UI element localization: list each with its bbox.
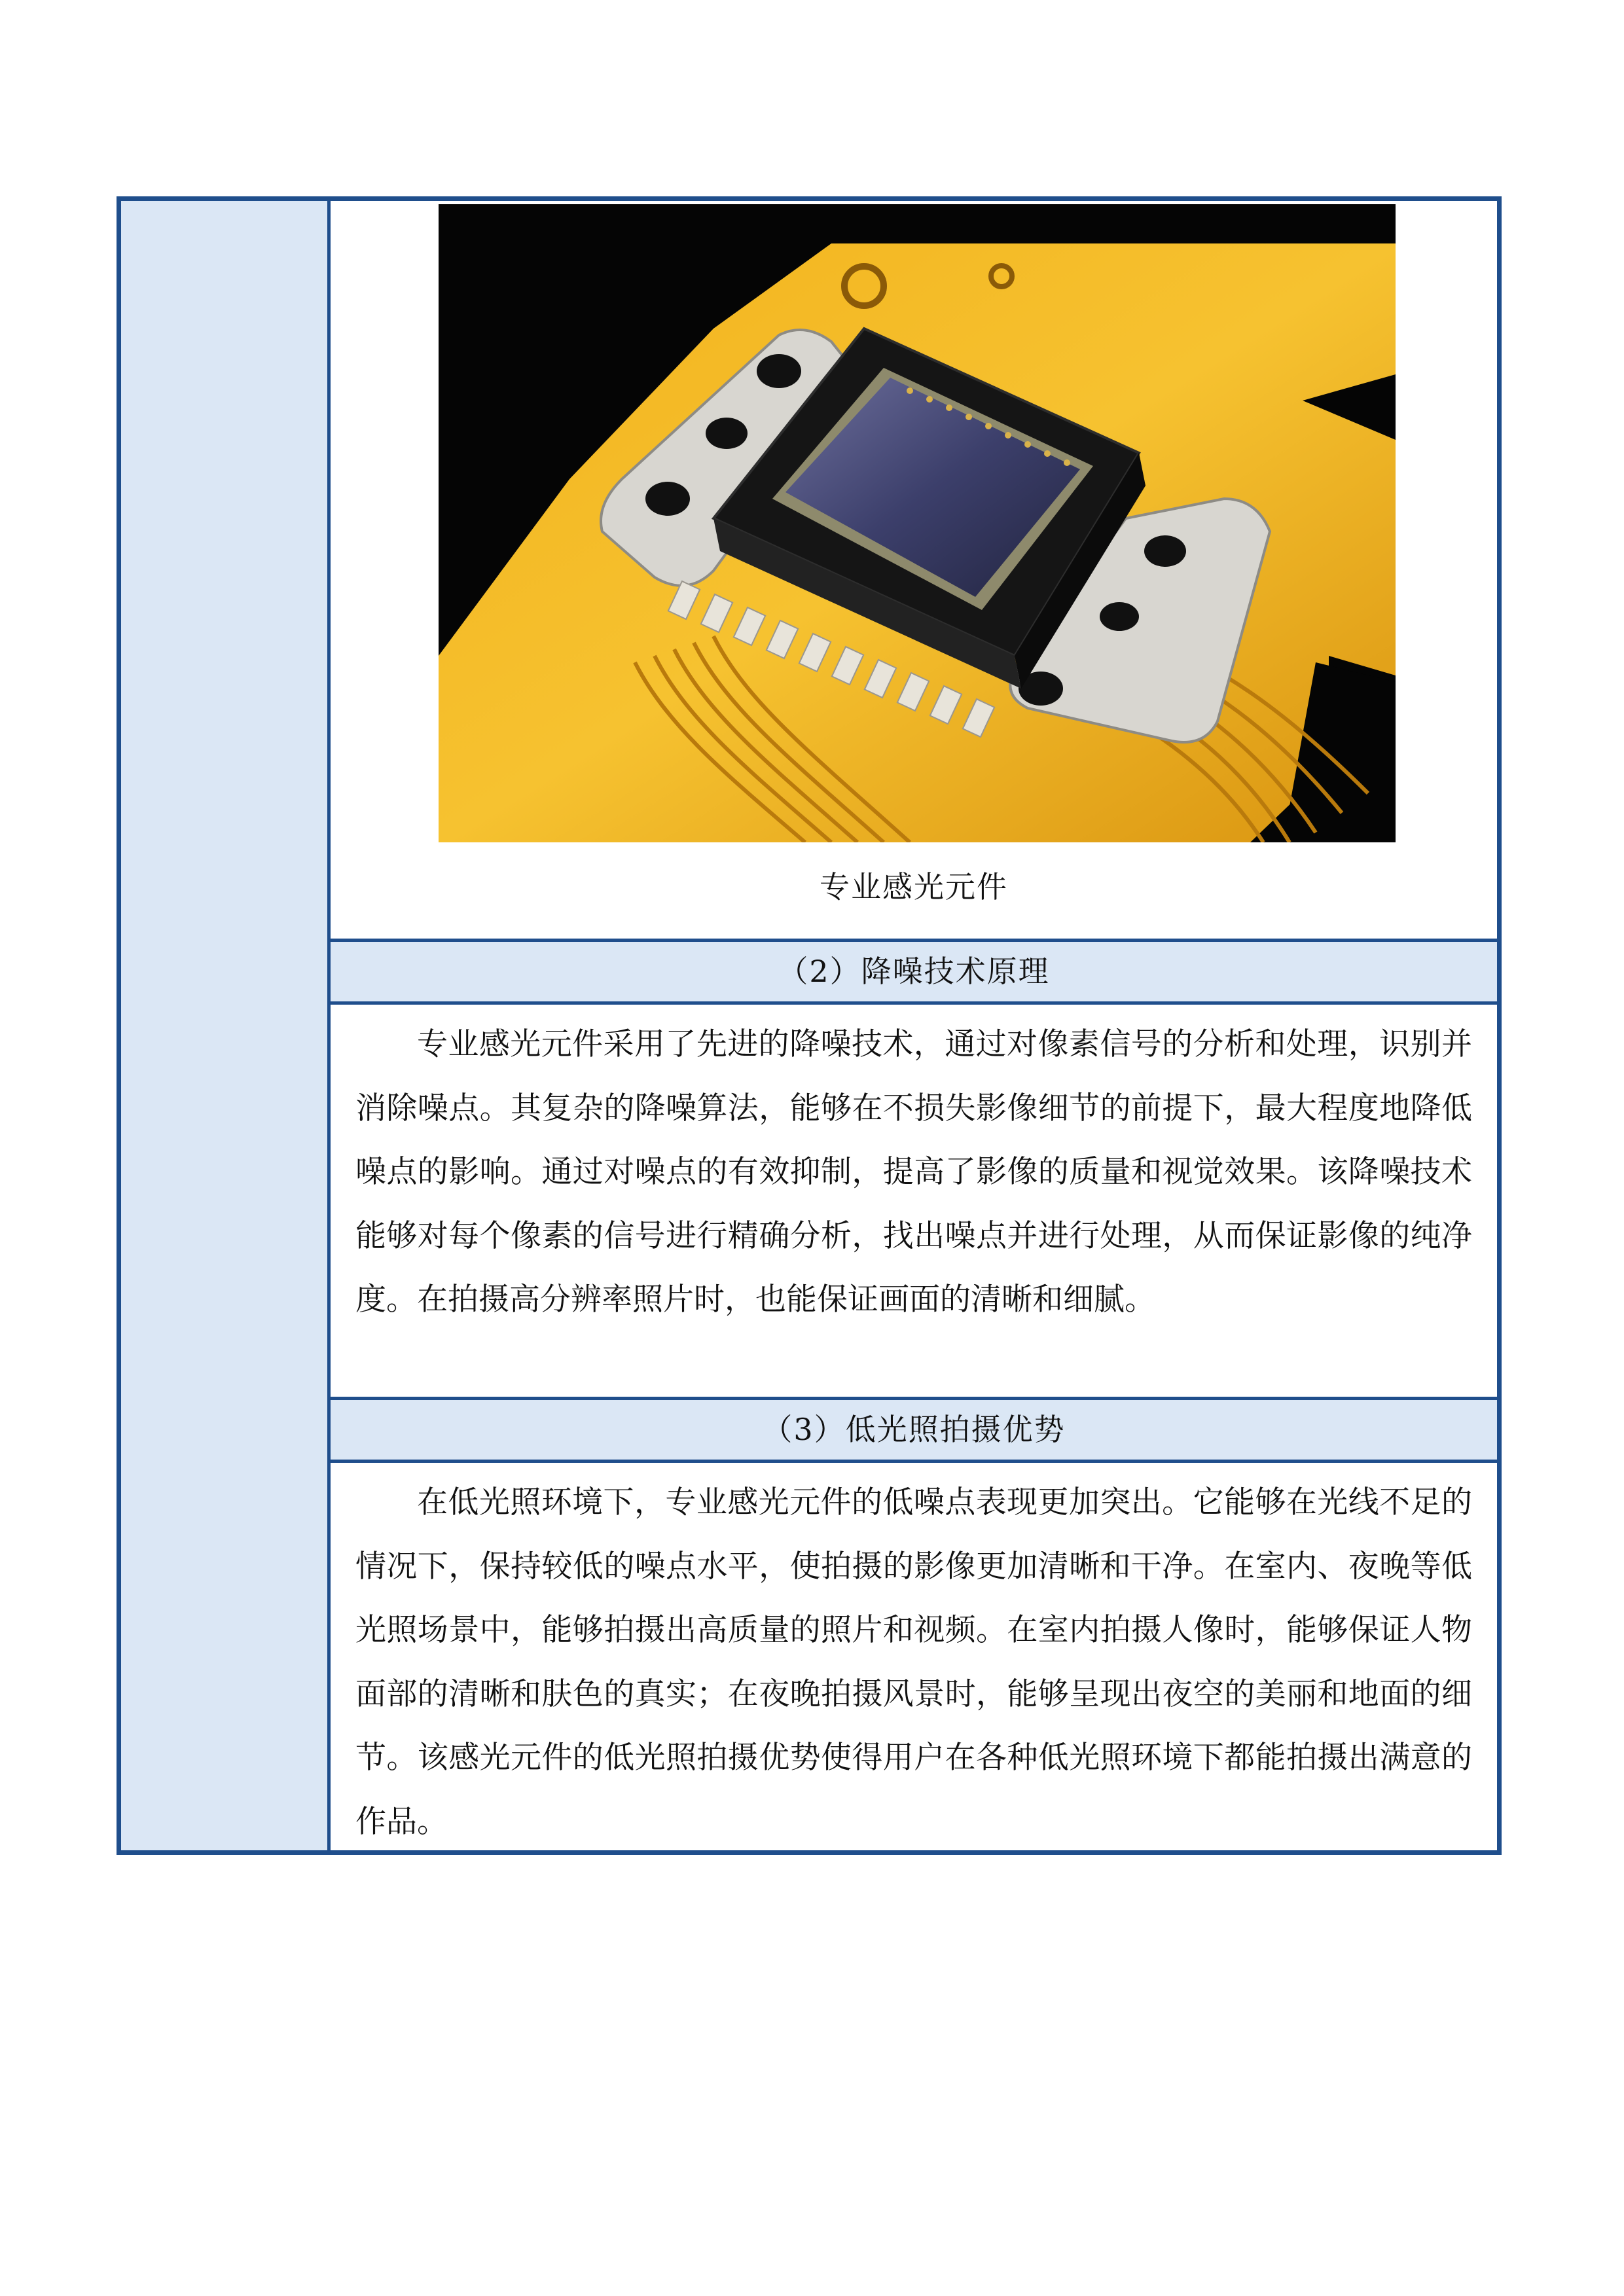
section-heading-noise-reduction: （2）降噪技术原理	[331, 942, 1497, 1005]
figure-caption: 专业感光元件	[820, 869, 1008, 905]
paragraph-noise-reduction: 专业感光元件采用了先进的降噪技术，通过对像素信号的分析和处理，识别并消除噪点。其复杂的降噪算法，能够在不损失影像细节的前提下，最大程度地降低噪点的影响。通过对噪点的有效抑制，提高了影像的质量和视觉效果。该降噪技术能够对每个像素的信号进行精确分析，找出噪点并进行处理，从而保证影像的纯净度。在拍摄高分辨率照片时，也能保证画面的清晰和细腻。	[355, 1026, 1472, 1318]
image-sensor-illustration	[439, 204, 1396, 842]
sensor-photo	[439, 204, 1396, 842]
content-table	[117, 196, 1502, 1855]
figure-cell	[331, 201, 1497, 942]
section-heading-low-light: （3）低光照拍摄优势	[331, 1400, 1497, 1463]
right-content-column	[331, 201, 1497, 1850]
section-body-low-light	[331, 1463, 1497, 1850]
section-body-noise-reduction	[331, 1005, 1497, 1400]
paragraph-low-light: 在低光照环境下，专业感光元件的低噪点表现更加突出。它能够在光线不足的情况下，保持较低的噪点水平，使拍摄的影像更加清晰和干净。在室内、夜晚等低光照场景中，能够拍摄出高质量的照片和视频。在室内拍摄人像时，能够保证人物面部的清晰和肤色的真实；在夜晚拍摄风景时，能够呈现出夜空的美丽和地面的细节。该感光元件的低光照拍摄优势使得用户在各种低光照环境下都能拍摄出满意的作品。	[355, 1484, 1472, 1840]
left-label-column	[121, 201, 331, 1850]
